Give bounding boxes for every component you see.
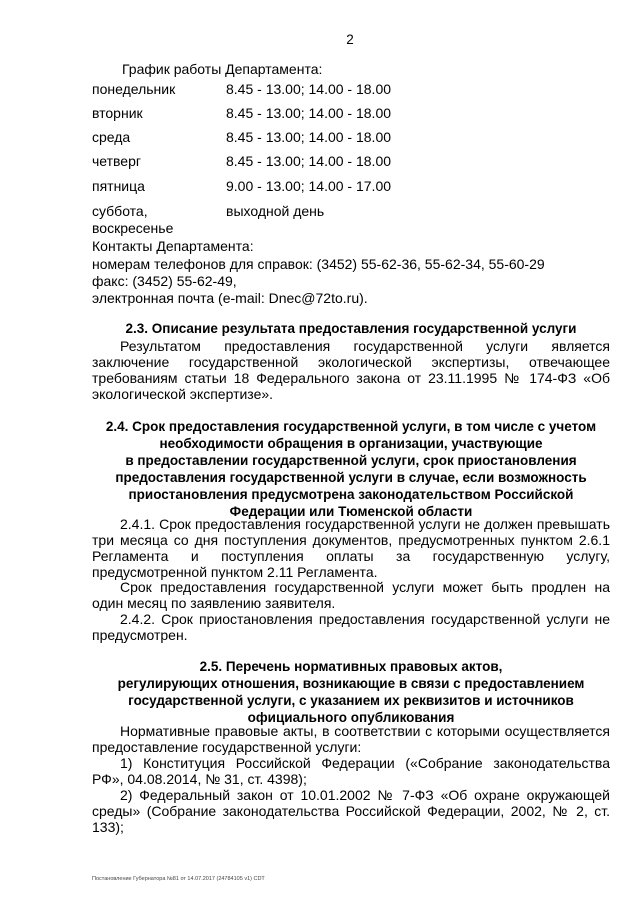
section-heading-2-3: 2.3. Описание результата предоставления государственной услуги [125,321,577,336]
page-number: 2 [346,32,354,47]
schedule-hours: выходной день [226,203,325,219]
schedule-day: четверг [92,153,141,169]
heading-line: официального опубликования [247,710,455,725]
schedule-day: вторник [92,105,143,121]
section-2-4-extension-text: Срок предоставления государственной услуги может быть продлен на один месяц по заявлению заявителя. [92,579,610,611]
heading-line: необходимости обращения в организации, участвующие [159,436,543,451]
schedule-hours: 8.45 - 13.00; 14.00 - 18.00 [226,129,392,145]
heading-line: в предоставлении государственной услуги, срок приостановления [125,453,577,468]
heading-line: Федерации или Тюменской области [229,504,473,519]
contacts-title: Контакты Департамента: [92,238,254,254]
section-2-5-intro-text: Нормативные правовые акты, в соответствии с которыми осуществляется предоставление государственной услуги: [92,723,610,755]
schedule-title: График работы Департамента: [122,61,323,77]
schedule-day: среда [92,129,131,145]
heading-line: 2.5. Перечень нормативных правовых актов, [199,659,503,674]
heading-line: государственной услуги, с указанием их реквизитов и источников [128,693,574,708]
contacts-email: электронная почта (e-mail: Dnec@72to.ru). [92,290,368,306]
document-footer: Постановление Губернатора №81 от 14.07.2017 (24784105 v1) CDT [92,876,265,882]
section-heading-2-5 [92,658,610,726]
schedule-day: воскресенье [92,220,174,236]
contacts-phones: номерам телефонов для справок: (3452) 55-62-36, 55-62-34, 55-60-29 [92,256,545,272]
schedule-hours: 8.45 - 13.00; 14.00 - 18.00 [226,81,392,97]
section-2-3-text: Результатом предоставления государственной услуги является заключение государственной экологической экспертизы, отвечающее требованиям статьи 18 Федерального закона от 23.11.1995 № 174-ФЗ «Об экологической экспертизе». [92,338,610,402]
schedule-day: понедельник [92,81,176,97]
heading-line: предоставления государственной услуги в случае, если возможность [115,470,587,485]
section-2-5-item-2: 2) Федеральный закон от 10.01.2002 № 7-ФЗ «Об охране окружающей среды» (Собрание законодательства Российской Федерации, 2002, № 2, ст. 133); [92,787,610,835]
section-2-5-item-1: 1) Конституция Российской Федерации («Собрание законодательства РФ», 04.08.2014, № 31, ст. 4398); [92,755,610,787]
section-2-4-1-text: 2.4.1. Срок предоставления государственной услуги не должен превышать три месяца со дня поступления документов, предусмотренных пунктом 2.6.1 Регламента и поступления оплаты за государственную услугу, предусмотренной пунктом 2.11 Регламента. [92,516,610,580]
heading-line: приостановления предусмотрена законодательством Российской [128,487,574,502]
heading-line: регулирующих отношения, возникающие в связи с предоставлением [117,676,585,691]
schedule-hours: 8.45 - 13.00; 14.00 - 18.00 [226,105,392,121]
schedule-hours: 9.00 - 13.00; 14.00 - 17.00 [226,178,392,194]
contacts-fax: факс: (3452) 55-62-49, [92,273,237,289]
section-heading-2-4 [92,418,610,520]
section-2-4-2-text: 2.4.2. Срок приостановления предоставления государственной услуги не предусмотрен. [92,611,610,643]
schedule-day: суббота, [92,203,148,219]
heading-line: 2.4. Срок предоставления государственной услуги, в том числе с учетом [105,419,597,434]
schedule-day: пятница [92,178,145,194]
schedule-hours: 8.45 - 13.00; 14.00 - 18.00 [226,153,392,169]
